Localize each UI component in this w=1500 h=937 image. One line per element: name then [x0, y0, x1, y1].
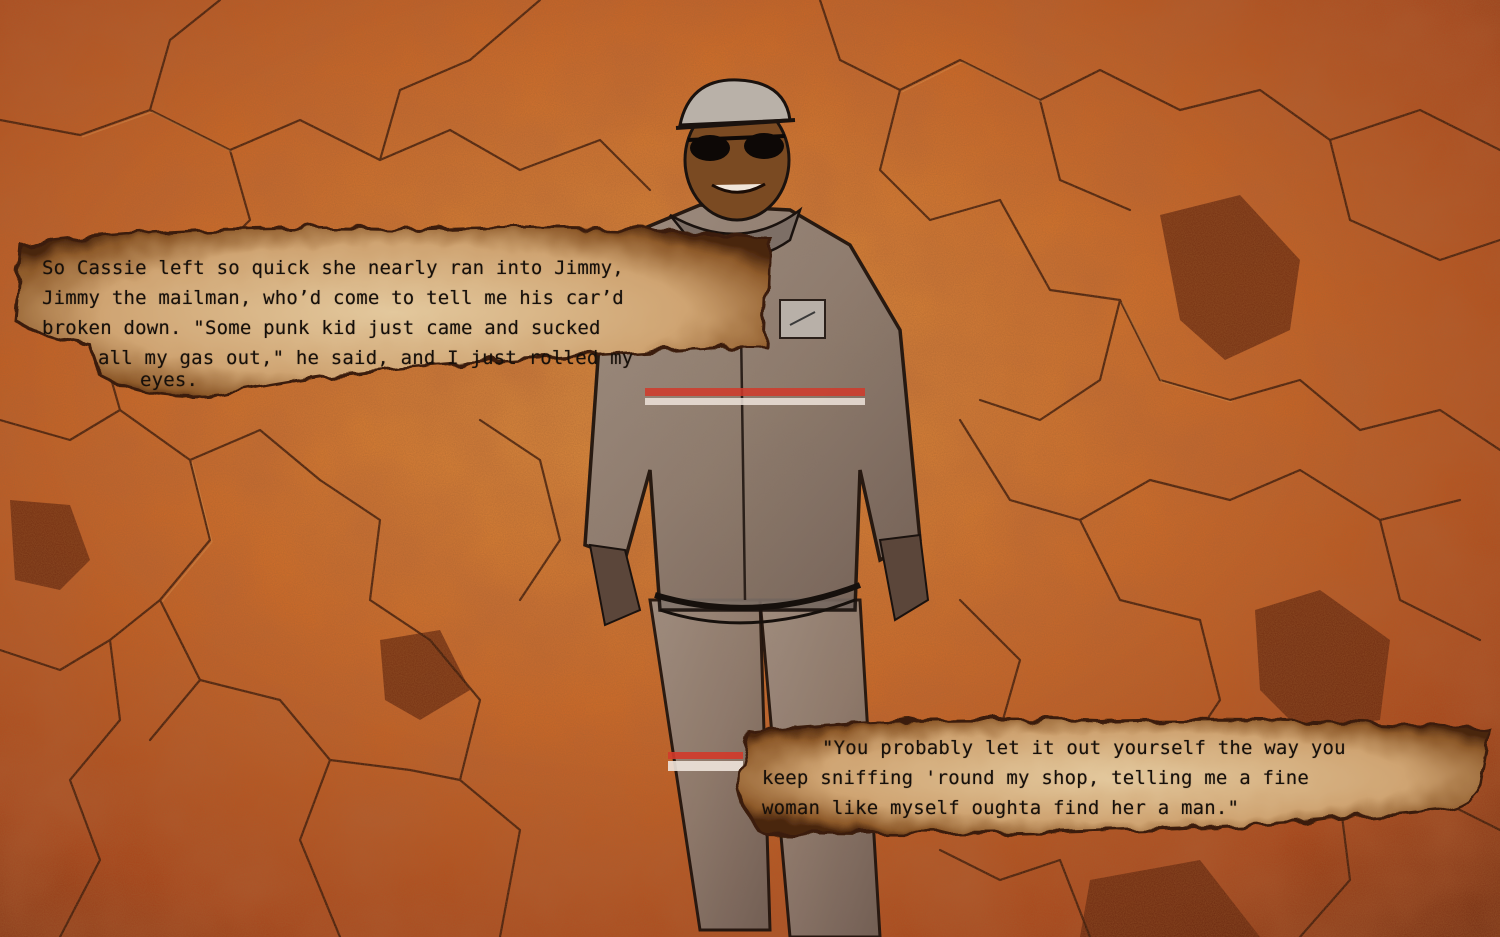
- caption-line: all my gas out," he said, and I just rolled my: [98, 347, 634, 369]
- caption-line: So Cassie left so quick she nearly ran into Jimmy,: [42, 257, 624, 279]
- narration-caption-bottom: [762, 733, 1346, 823]
- caption-line: keep sniffing 'round my shop, telling me a fine: [762, 767, 1310, 789]
- caption-line: woman like myself oughta find her a man.": [762, 797, 1240, 819]
- caption-line: "You probably let it out yourself the way you: [822, 737, 1346, 759]
- caption-line: broken down. "Some punk kid just came and sucked: [42, 317, 601, 339]
- caption-line: Jimmy the mailman, who’d come to tell me his car’d: [42, 287, 624, 309]
- narration-caption-top: [42, 253, 633, 395]
- caption-line: eyes.: [140, 369, 199, 391]
